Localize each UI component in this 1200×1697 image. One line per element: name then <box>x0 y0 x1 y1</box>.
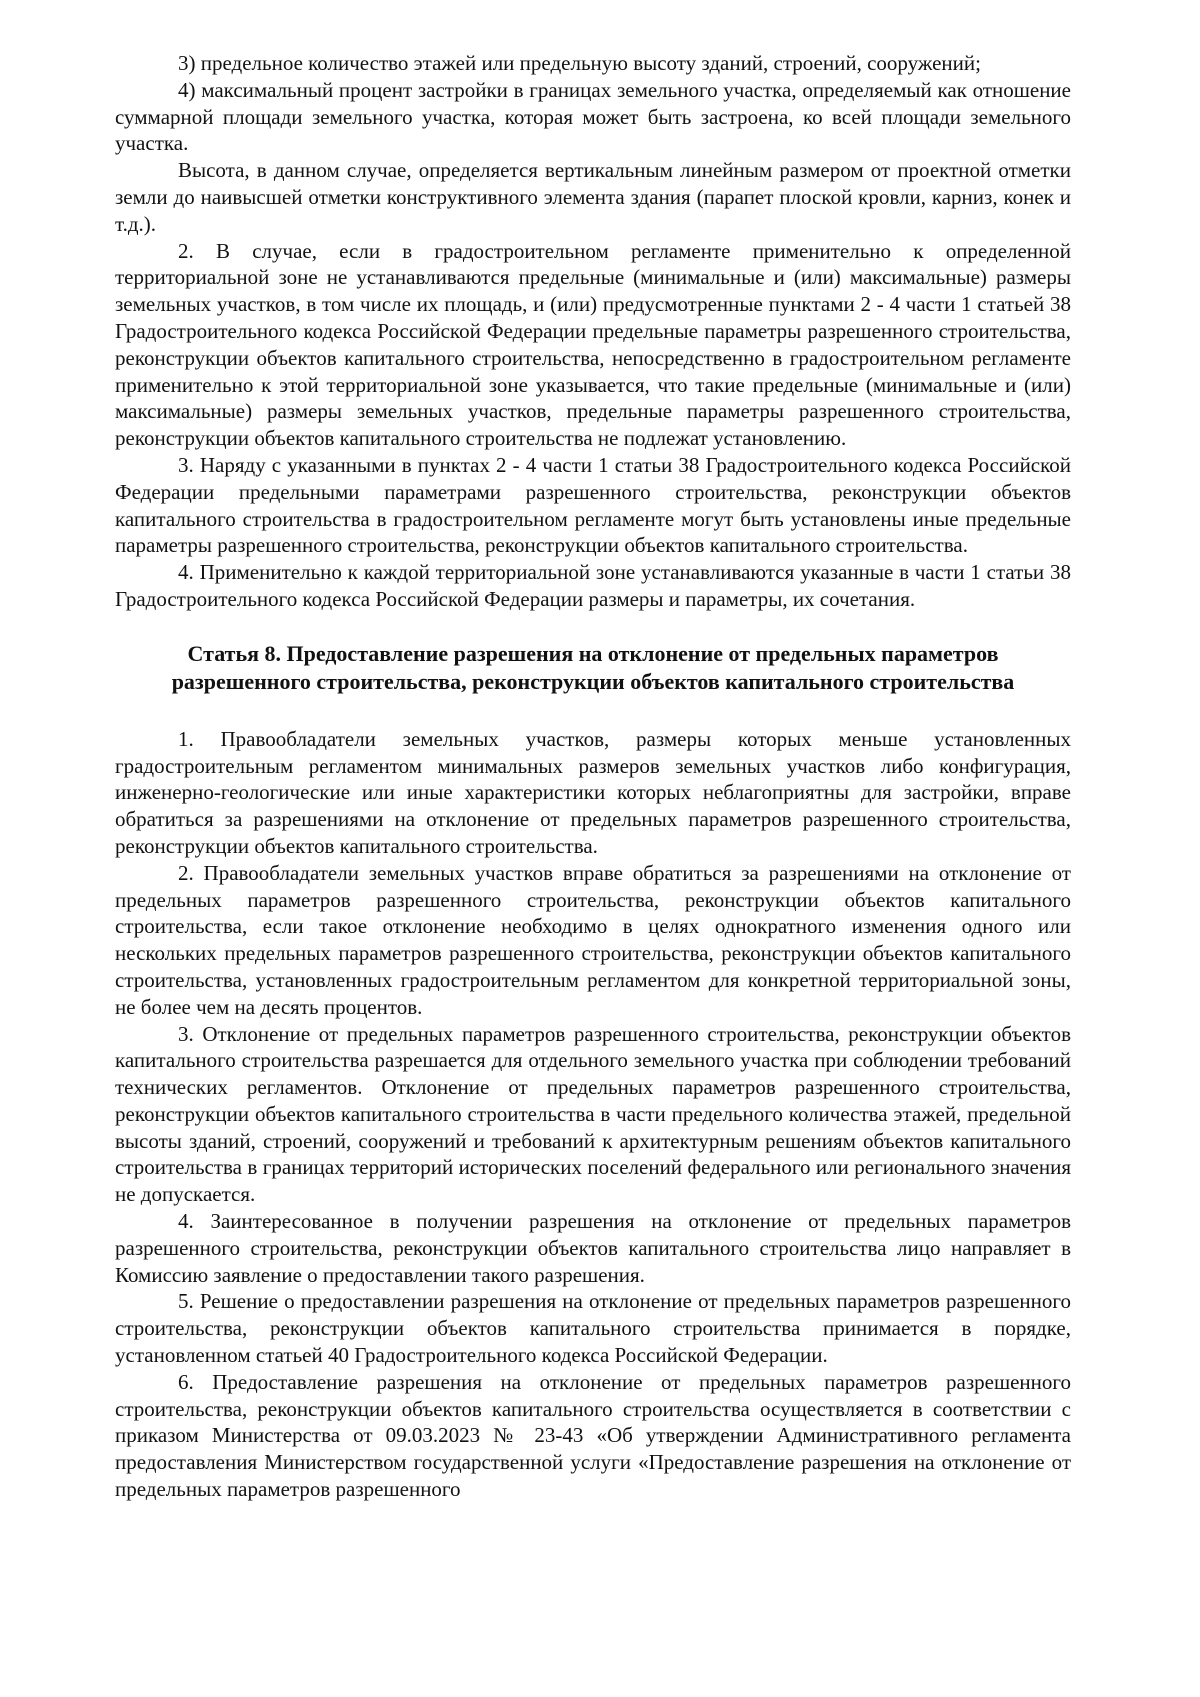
document-page <box>115 50 1071 1503</box>
article-heading-line-1: Статья 8. Предоставление разрешения на отклонение от предельных параметров <box>187 640 999 666</box>
article-heading-line-2: разрешенного строительства, реконструкции объектов капитального строительства <box>171 668 1015 694</box>
paragraph-clause-3: 3. Наряду с указанными в пунктах 2 - 4 части 1 статьи 38 Градостроительного кодекса Российской Федерации предельными параметрами разрешенного строительства, реконструкции объектов капитального строительства в градостроительном регламенте могут быть установлены иные предельные параметры разрешенного строительства, реконструкции объектов капитального строительства. <box>115 452 1071 558</box>
paragraph-clause-2: 2. В случае, если в градостроительном регламенте применительно к определенной территориальной зоне не устанавливаются предельные (минимальные и (или) максимальные) размеры земельных участков, в том числе их площадь, и (или) предусмотренные пунктами 2 - 4 части 1 статьей 38 Градостроительного кодекса Российской Федерации предельные параметры разрешенного строительства, реконструкции объектов капитального строительства, непосредственно в градостроительном регламенте применительно к этой территориальной зоне указывается, что такие предельные (минимальные и (или) максимальные) размеры земельных участков, предельные параметры разрешенного строительства, реконструкции объектов капитального строительства не подлежат установлению. <box>115 238 1071 451</box>
article-paragraph-6: 6. Предоставление разрешения на отклонение от предельных параметров разрешенного строительства, реконструкции объектов капитального строительства осуществляется в соответствии с приказом Министерства от 09.03.2023 № 23-43 «Об утверждении Административного регламента предоставления Министерством государственной услуги «Предоставление разрешения на отклонение от предельных параметров разрешенного <box>115 1369 1071 1502</box>
article-heading <box>115 640 1071 696</box>
paragraph-item-3: 3) предельное количество этажей или предельную высоту зданий, строений, сооружений; <box>178 51 981 75</box>
article-paragraph-4: 4. Заинтересованное в получении разрешения на отклонение от предельных параметров разрешенного строительства, реконструкции объектов капитального строительства лицо направляет в Комиссию заявление о предоставлении такого разрешения. <box>115 1209 1071 1287</box>
paragraph-item-4: 4) максимальный процент застройки в границах земельного участка, определяемый как отношение суммарной площади земельного участка, которая может быть застроена, ко всей площади земельного участка. <box>115 77 1071 156</box>
article-paragraph-3: 3. Отклонение от предельных параметров разрешенного строительства, реконструкции объектов капитального строительства разрешается для отдельного земельного участка при соблюдении требований технических регламентов. Отклонение от предельных параметров разрешенного строительства, реконструкции объектов капитального строительства в части предельного количества этажей, предельной высоты зданий, строений, сооружений и требований к архитектурным решениям объектов капитального строительства в границах территорий исторических поселений федерального или регионального значения не допускается. <box>115 1021 1071 1207</box>
article-paragraph-2: 2. Правообладатели земельных участков вправе обратиться за разрешениями на отклонение от предельных параметров разрешенного строительства, реконструкции объектов капитального строительства, если такое отклонение необходимо в целях однократного изменения одного или нескольких предельных параметров разрешенного строительства, реконструкции объектов капитального строительства, установленных градостроительным регламентом для конкретной территориальной зоны, не более чем на десять процентов. <box>115 860 1071 1019</box>
paragraph-height-definition: Высота, в данном случае, определяется вертикальным линейным размером от проектной отметки земли до наивысшей отметки конструктивного элемента здания (парапет плоской кровли, карниз, конек и т.д.). <box>115 158 1071 236</box>
article-paragraph-1: 1. Правообладатели земельных участков, размеры которых меньше установленных градостроительным регламентом минимальных размеров земельных участков либо конфигурация, инженерно-геологические или иные характеристики которых неблагоприятны для застройки, вправе обратиться за разрешениями на отклонение от предельных параметров разрешенного строительства, реконструкции объектов капитального строительства. <box>115 726 1071 858</box>
paragraph-clause-4: 4. Применительно к каждой территориальной зоне устанавливаются указанные в части 1 статьи 38 Градостроительного кодекса Российской Федерации размеры и параметры, их сочетания. <box>115 560 1071 611</box>
article-paragraph-5: 5. Решение о предоставлении разрешения на отклонение от предельных параметров разрешенного строительства, реконструкции объектов капитального строительства принимается в порядке, установленном статьей 40 Градостроительного кодекса Российской Федерации. <box>115 1289 1071 1368</box>
